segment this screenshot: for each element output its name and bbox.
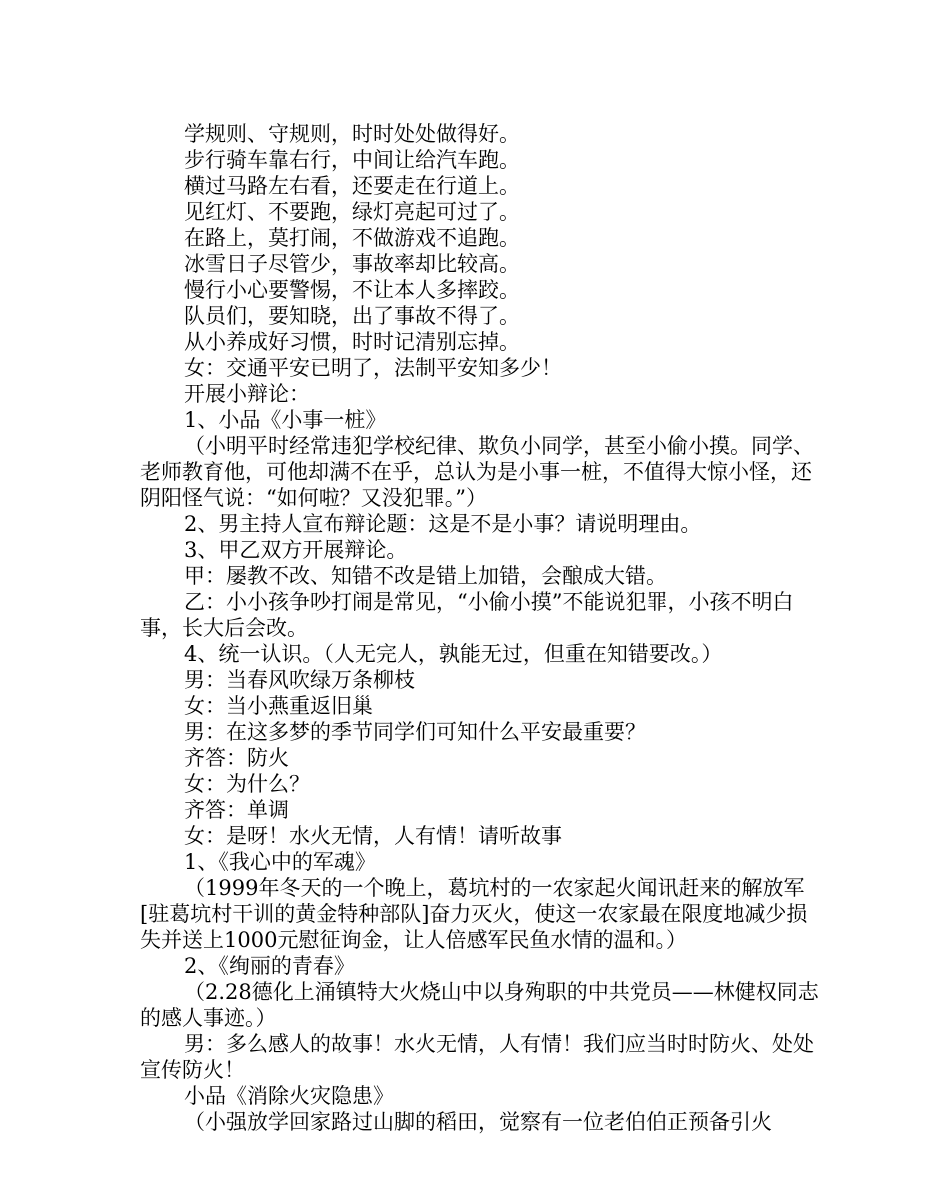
paragraph: 学规则、守规则，时时处处做得好。 bbox=[184, 122, 520, 146]
paragraph: 在路上，莫打闹，不做游戏不追跑。 bbox=[184, 226, 520, 250]
paragraph: 从小养成好习惯，时时记清别忘掉。 bbox=[184, 330, 520, 354]
paragraph: 开展小辩论： bbox=[184, 382, 310, 406]
paragraph: 女：当小燕重返旧巢 bbox=[184, 694, 373, 718]
paragraph: （1999年冬天的一个晚上，葛坑村的一农家起火闻讯赶来的解放军[驻葛坑村干训的黄金特种部队]奋力灭火，使这一农家最在限度地减少损失并送上1000元慰征询金，让人倍感军民鱼水情的温和。） bbox=[140, 876, 808, 952]
paragraph: 甲：屡教不改、知错不改是错上加错，会酿成大错。 bbox=[184, 564, 667, 588]
paragraph: 女：是呀！水火无情，人有情！请听故事 bbox=[184, 824, 562, 848]
paragraph: 1、小品《小事一桩》 bbox=[184, 408, 387, 432]
paragraph: 2、男主持人宣布辩论题：这是不是小事？请说明理由。 bbox=[184, 512, 702, 536]
paragraph: 1、《我心中的军魂》 bbox=[184, 850, 376, 874]
paragraph: 步行骑车靠右行，中间让给汽车跑。 bbox=[184, 148, 520, 172]
paragraph: 冰雪日子尽管少，事故率却比较高。 bbox=[184, 252, 520, 276]
paragraph: 男：多么感人的故事！水火无情，人有情！我们应当时时防火、处处宣传防火！ bbox=[140, 1032, 814, 1082]
paragraph: 齐答：防火 bbox=[184, 746, 289, 770]
paragraph: 小品《消除火灾隐患》 bbox=[184, 1084, 394, 1108]
paragraph: （小明平时经常违犯学校纪律、欺负小同学，甚至小偷小摸。同学、老师教育他，可他却满不在乎，总认为是小事一桩，不值得大惊小怪，还阴阳怪气说：“如何啦？又没犯罪。”） bbox=[140, 434, 814, 510]
paragraph: 见红灯、不要跑，绿灯亮起可过了。 bbox=[184, 200, 520, 224]
paragraph: （2.28德化上涌镇特大火烧山中以身殉职的中共党员——林健权同志的感人事迹。） bbox=[140, 980, 819, 1030]
paragraph: 4、统一认识。（人无完人，孰能无过，但重在知错要改。） bbox=[184, 642, 723, 666]
paragraph: 女：交通平安已明了，法制平安知多少！ bbox=[184, 356, 562, 380]
paragraph: 横过马路左右看，还要走在行道上。 bbox=[184, 174, 520, 198]
paragraph: 齐答：单调 bbox=[184, 798, 289, 822]
paragraph: 慢行小心要警惕，不让本人多摔跤。 bbox=[184, 278, 520, 302]
paragraph: 队员们，要知晓，出了事故不得了。 bbox=[184, 304, 520, 328]
paragraph: 女：为什么？ bbox=[184, 772, 310, 796]
paragraph: 乙：小小孩争吵打闹是常见，“小偷小摸”不能说犯罪，小孩不明白事，长大后会改。 bbox=[140, 590, 794, 640]
paragraph: （小强放学回家路过山脚的稻田，觉察有一位老伯伯正预备引火 bbox=[184, 1110, 772, 1134]
document-body bbox=[140, 121, 820, 1135]
paragraph: 男：在这多梦的季节同学们可知什么平安最重要？ bbox=[184, 720, 646, 744]
paragraph: 3、甲乙双方开展辩论。 bbox=[184, 538, 408, 562]
paragraph: 男：当春风吹绿万条柳枝 bbox=[184, 668, 415, 692]
paragraph: 2、《绚丽的青春》 bbox=[184, 954, 355, 978]
